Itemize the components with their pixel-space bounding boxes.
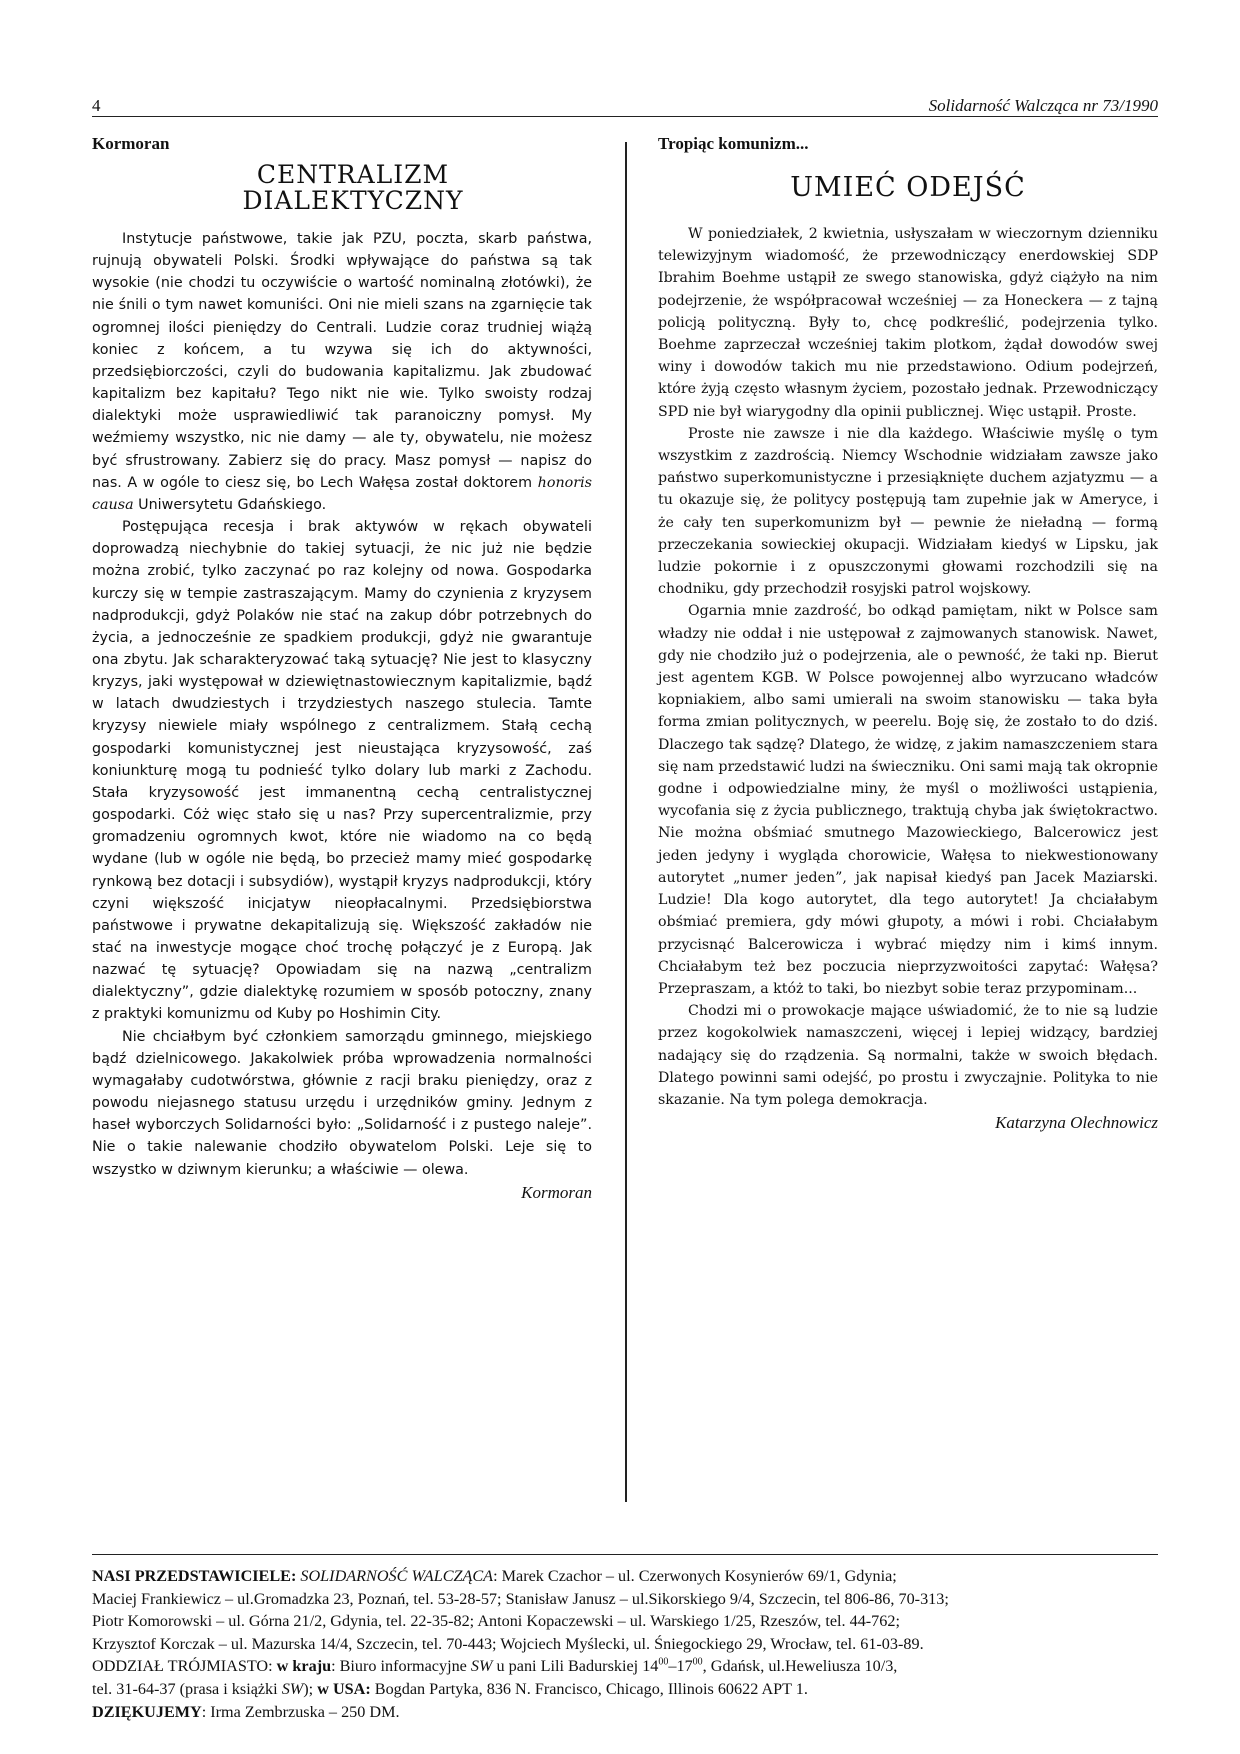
footer-representatives xyxy=(92,1554,1158,1723)
right-paragraph-2: Proste nie zawsze i nie dla każdego. Właściwie myślę o tym wszystkim z zazdrością. Niemcy Wschodnie widziałam zawsze jako państwo superkomunistyczne i przesiąknięte duchem azjatyzmu — a tu okazuje się, że politycy postępują tam zupełnie jak w Ameryce, i że cały ten superkomunizm był — pewnie że nieładną — formą przeczekania sowieckiej okupacji. Widziałam kiedyś w Lipsku, jak ludzie pokornie i z opuszczonymi głowami rozchodzili się na chodniku, gdy przechodził rosyjski patrol wojskowy. xyxy=(658,425,1158,598)
page-header xyxy=(92,90,1158,117)
right-paragraph-1: W poniedziałek, 2 kwietnia, usłyszałam w wieczornym dzienniku telewizyjnym wiadomość, że przewodniczący enerdowskiej SDP Ibrahim Boehme ustąpił ze swego stanowiska, gdyż ciążyło na nim podejrzenie, że współpracował wcześniej — za Honeckera — z tajną policją polityczną. Były to, chcę podkreślić, podejrzenia tylko. Boehme zaprzeczał wcześniej takim plotkom, żądał dowodów swej winy i dowodów takich mu nie przedstawiono. Odium podejrzeń, które żyją często własnym życiem, pozostało jednak. Przewodniczący SPD nie był wiarygodny dla opinii publicznej. Więc ustąpił. Proste. xyxy=(658,226,1158,420)
column-divider xyxy=(625,142,627,1502)
right-article xyxy=(658,134,1158,1534)
left-paragraph-2: Postępująca recesja i brak aktywów w rękach obywateli doprowadzą niechybnie do takiej sytuacji, że nic już nie będzie można zrobić, tylko zaczynać po raz kolejny od nowa. Gospodarka kurczy się w tempie zastraszającym. Mamy do czynienia z kryzysem nadprodukcji, gdyż Polaków nie stać na zakup dóbr potrzebnych do życia, a jednocześnie ze spadkiem produkcji, gdyż nie gwarantuje ona zbytu. Jak scharakteryzować taką sytuację? Nie jest to klasyczny kryzys, jaki występował w dziewiętnastowiecznym kapitalizmie, bądź w latach dwudziestych i trzydziestych naszego stulecia. Tamte kryzysy niewiele miały wspólnego z centralizmem. Stałą cechą gospodarki komunistycznej jest nieustająca kryzysowość, zaś koniunkturę mogą tu podnieść tylko dolary lub marki z Zachodu. Stała kryzysowość jest immanentną cechą centralistycznej gospodarki. Cóż więc stało się u nas? Przy supercentralizmie, przy gromadzeniu ogromnych kwot, które nie wiadomo na co będą wydane (lub w ogóle nie będą, bo przecież mamy mieć gospodarkę rynkową bez dotacji i subsydiów), wystąpił kryzys nadprodukcji, który czyni większość inicjatyw nieopłacalnymi. Przedsiębiorstwa państwowe i prywatne dekapitalizują się. Większość zakładów nie stać na inwestycje mogące choć trochę połączyć je z Europą. Jak nazwać tę sytuację? Opowiadam się na nazwą „centralizm dialektyczny”, gdzie dialektykę rozumiem w sposób potoczny, znany z praktyki komunizmu od Kuby po Hoshimin City. xyxy=(92,519,592,1023)
left-honoris-causa: honoris causa xyxy=(92,474,592,513)
left-signature: Kormoran xyxy=(521,1182,592,1202)
footer-line-1: NASI PRZEDSTAWICIELE: SOLIDARNOŚĆ WALCZĄCA: Marek Czachor – ul. Czerwonych Kosynierów 69/1, Gdynia; xyxy=(92,1567,897,1585)
left-paragraph-1: Instytucje państwowe, takie jak PZU, poczta, skarb państwa, rujnują obywateli Polski. Środki wpływające do państwa są tak wysokie (nie chodzi tu oczywiście o wartość nominalną złotówki), że nie śnili o tym nawet komuniści. Oni nie mieli szans na zgarnięcie tak ogromnej ilości pieniędzy do Centrali. Ludzie coraz trudniej wiążą koniec z końcem, a tu wzywa się ich do aktywności, przedsiębiorczości, czyli do budowania kapitalizmu. Jak zbudować kapitalizm bez kapitału? Tego nikt nie wie. Tylko swoisty rodzaj dialektyki może usprawiedliwić tak paranoiczny pomysł. My weźmiemy wszystko, nic nie damy — ale ty, obywatelu, nie możesz być sfrustrowany. Zabierz się do pracy. Masz pomysł — napisz do nas. A w ogóle to ciesz się, bo Lech Wałęsa został doktorem honoris causa Uniwersytetu Gdańskiego. xyxy=(92,231,592,513)
left-headline-line1: CENTRALIZM xyxy=(256,160,450,189)
left-paragraph-3: Nie chciałbym być członkiem samorządu gminnego, miejskiego bądź dzielnicowego. Jakakolwiek próba wprowadzenia normalności wymagałaby cudotwórstwa, głównie z racji braku pieniędzy, oraz z powodu niejasnego statusu urzędu i urzędników gminy. Jednym z haseł wyborczych Solidarności było: „Solidarność i z pustego naleje”. Nie o takie nalewanie chodziło obywatelom Polski. Leje się to wszystko w dziwnym kierunku; a właściwie — olewa. xyxy=(92,1028,592,1178)
footer-line-4: Krzysztof Korczak – ul. Mazurska 14/4, Szczecin, tel. 70-443; Wojciech Myślecki, ul. Śniegockiego 29, Wrocław, tel. 61-03-89. xyxy=(92,1634,924,1653)
right-headline: UMIEĆ ODEJŚĆ xyxy=(790,172,1026,203)
footer-line-7: DZIĘKUJEMY: Irma Zembrzuska – 250 DM. xyxy=(92,1702,400,1721)
newspaper-page xyxy=(92,90,1158,1730)
publication-title: Solidarność Walcząca nr 73/1990 xyxy=(928,96,1158,115)
left-kicker: Kormoran xyxy=(92,134,170,153)
page-number: 4 xyxy=(92,96,101,115)
right-paragraph-3: Ogarnia mnie zazdrość, bo odkąd pamiętam, nikt w Polsce sam władzy nie oddał i nie ustępował z zajmowanych stanowisk. Nawet, gdy nie chodziło już o podejrzenia, ale o pewność, że taki np. Bierut jest agentem KGB. W Polsce powojennej albo wyrzucano władców kopniakiem, albo sami umierali na swoim stanowisku — taka była forma zmian politycznych, w peerelu. Boję się, że zostało to do dziś. Dlaczego tak sądzę? Dlatego, że widzę, z jakim namaszczeniem stara się nam przedstawić ludzi na świeczniku. Oni sami mają tak okropnie godne i odpowiedzialne miny, że myśl o możliwości ustąpienia, wycofania się z życia publicznego, traktują chyba jak świętokractwo. Nie można obśmiać smutnego Mazowieckiego, Balcerowicz jest jeden jedyny i wygląda chorowicie, Wałęsa to niekwestionowany autorytet „numer jeden”, jak napisał kiedyś pan Jacek Maziarski. Ludzie! Dla kogo autorytet, dla tego autorytet! Ja chciałabym obśmiać premiera, gdy mówi głupoty, a mówi i robi. Chciałabym przycisnąć Balcerowicza i wybrać między nim i kimś innym. Chciałabym też bez poczucia nieprzyzwoitości zapytać: Wałęsa? Przepraszam, a któż to taki, bo niezbyt sobie teraz przypominam... xyxy=(658,603,1158,997)
right-paragraph-4: Chodzi mi o prowokacje mające uświadomić, że to nie są ludzie przez kogokolwiek namaszczeni, więcej i lepiej widzący, bardziej nadający się do rządzenia. Są normalni, także w swoich błędach. Dlatego powinni sami odejść, po prostu i zwyczajnie. Polityka to nie skazanie. Na tym polega demokracja. xyxy=(658,1003,1158,1108)
footer-line-3: Piotr Komorowski – ul. Górna 21/2, Gdynia, tel. 22-35-82; Antoni Kopaczewski – ul. Warskiego 1/25, Rzeszów, tel. 44-762; xyxy=(92,1612,900,1631)
footer-line-5: ODDZIAŁ TRÓJMIASTO: w kraju: Biuro informacyjne SW u pani Lili Badurskiej $14^{00}-17^{00}$, Gdańsk, ul.Heweliusza 10/3, xyxy=(92,1656,898,1676)
footer-line-2: Maciej Frankiewicz – ul.Gromadzka 23, Poznań, tel. 53-28-57; Stanisław Janusz – ul.Sikorskiego 9/4, Szczecin, tel 806-86, 70-313; xyxy=(92,1589,949,1608)
right-signature: Katarzyna Olechnowicz xyxy=(995,1113,1158,1133)
right-kicker: Tropiąc komunizm... xyxy=(658,134,809,153)
left-headline-line2: DIALEKTYCZNY xyxy=(242,186,464,215)
left-headline xyxy=(114,162,592,214)
footer-line-6: tel. 31-64-37 (prasa i książki SW); w USA: Bogdan Partyka, 836 N. Francisco, Chicago, Illinois 60622 APT 1. xyxy=(92,1679,808,1698)
left-article xyxy=(92,134,592,1534)
